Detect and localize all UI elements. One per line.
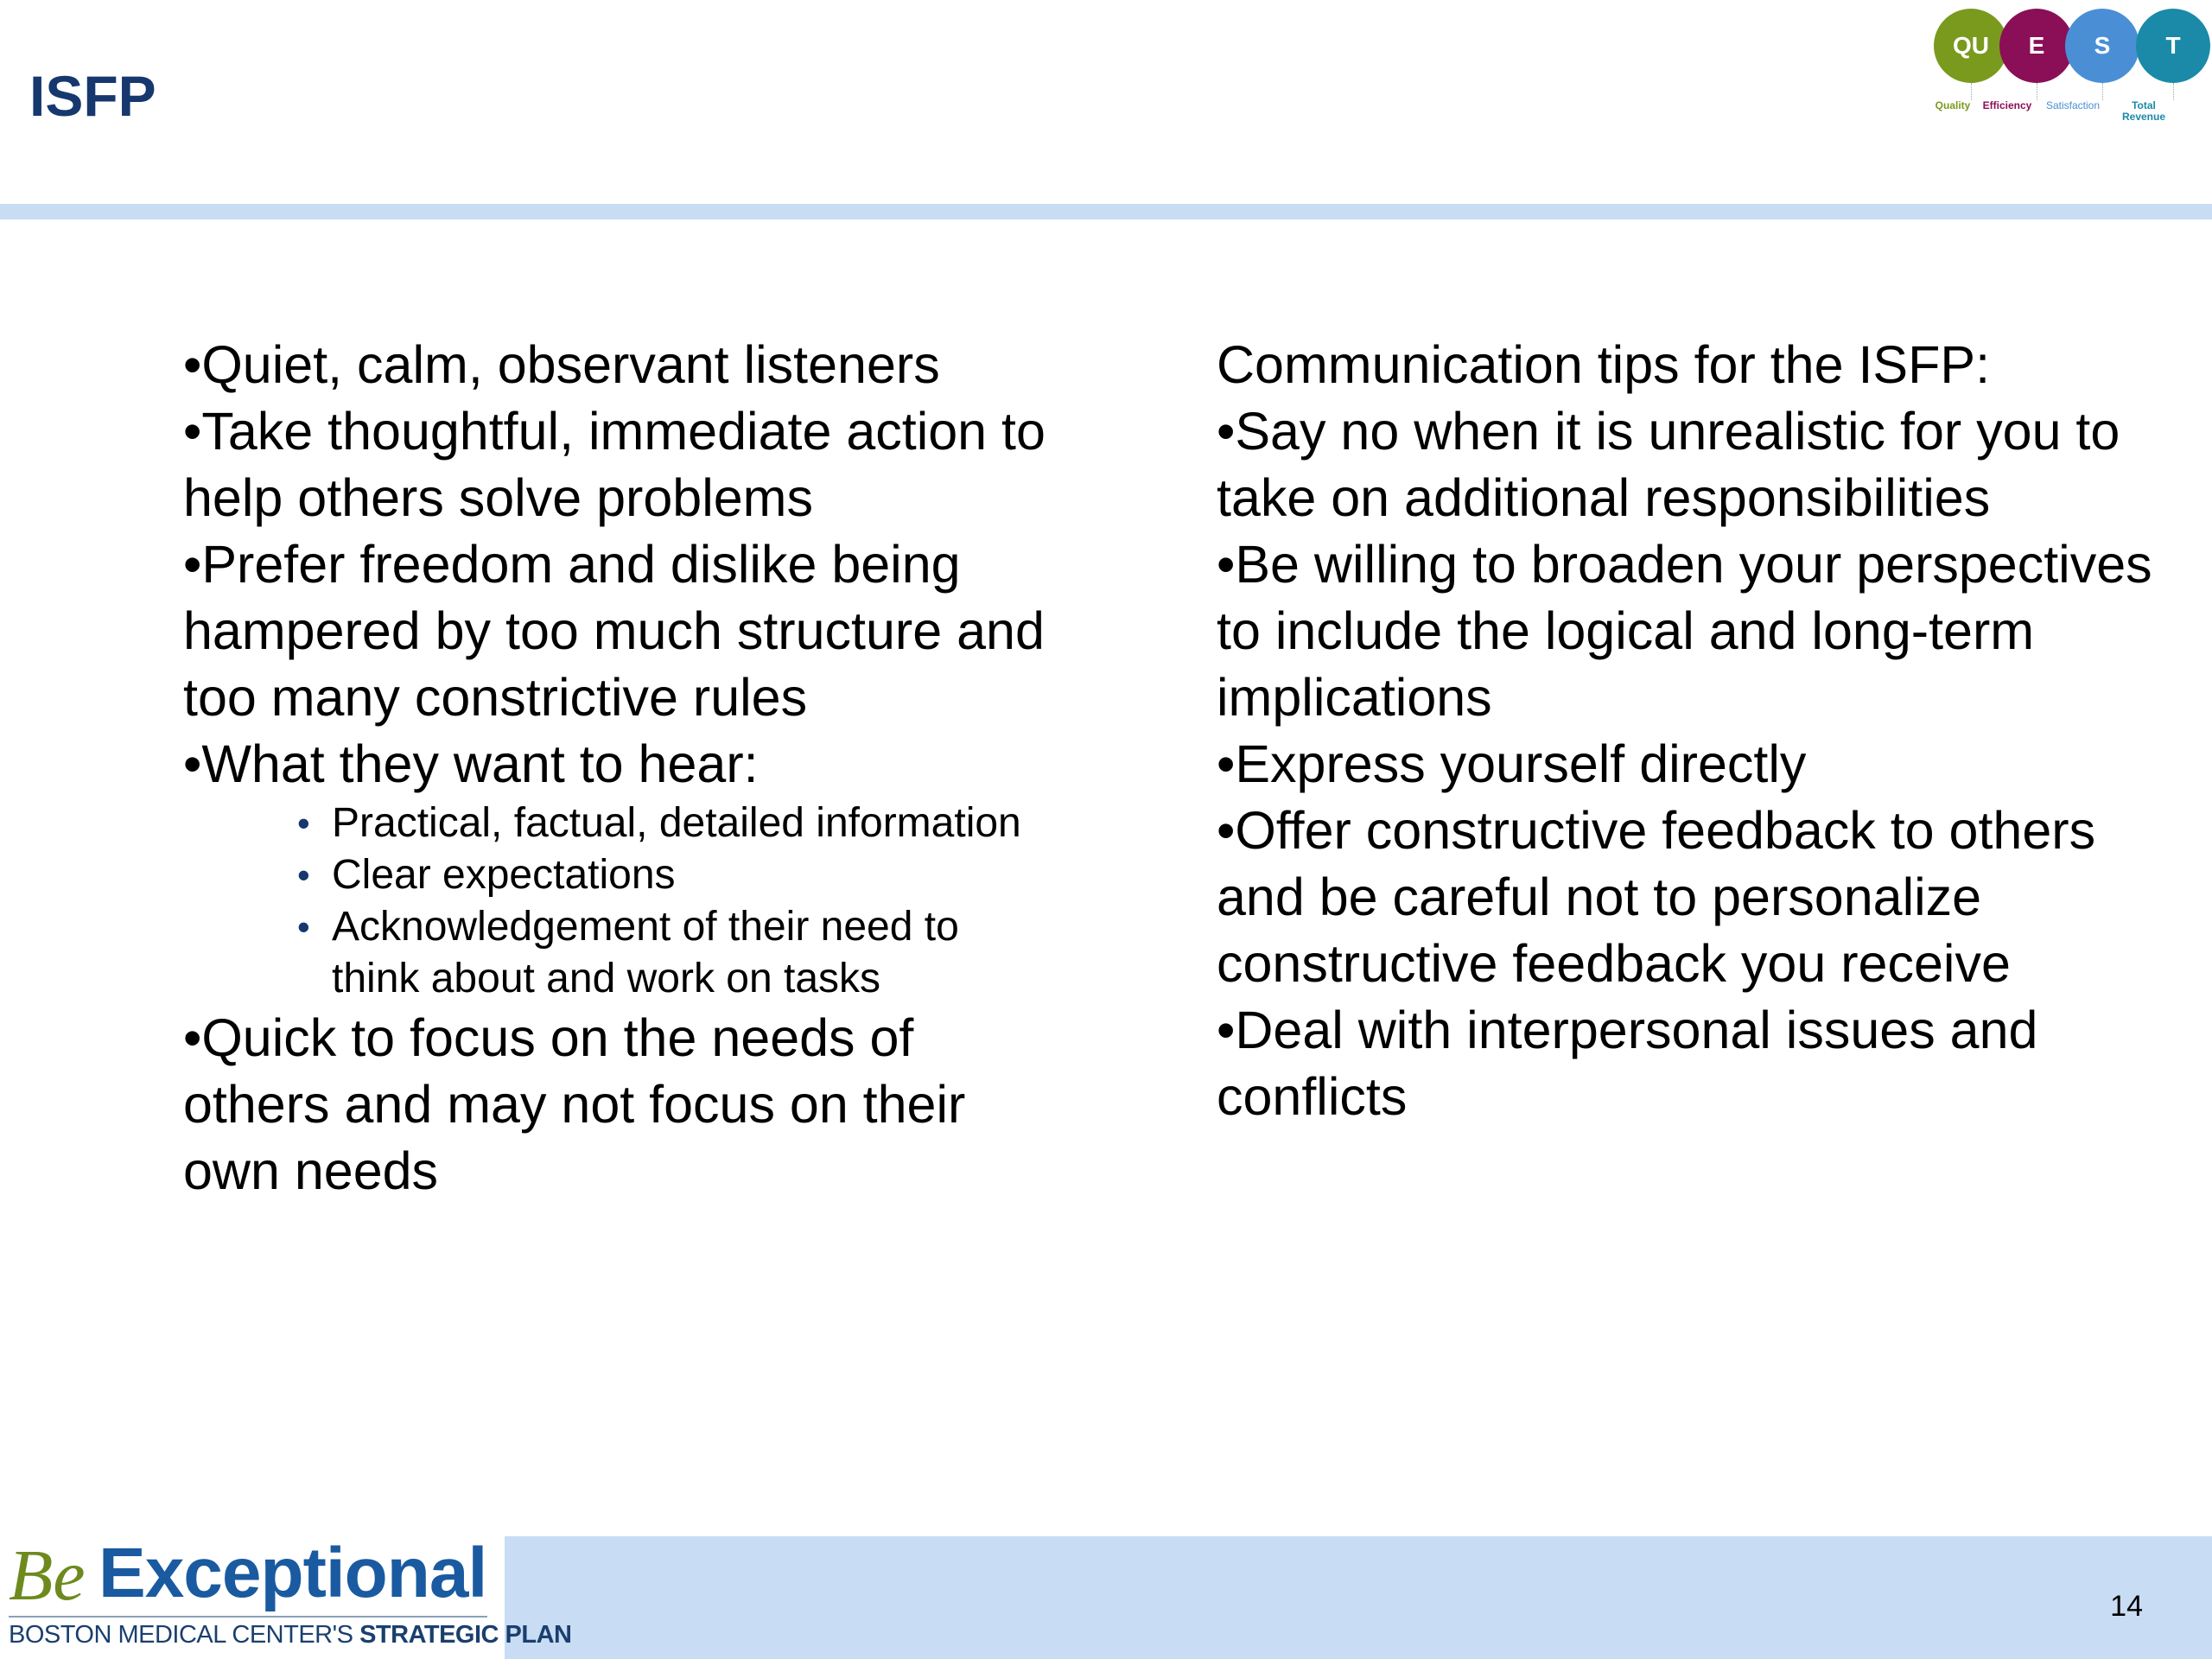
sub-bullet-dot: • <box>297 906 310 947</box>
brand-divider <box>9 1616 487 1618</box>
quest-circle-satisfaction: S <box>2065 9 2139 83</box>
quest-label-efficiency: Efficiency <box>1982 99 2032 111</box>
left-bullet-1: •Quiet, calm, observant listeners <box>183 335 940 394</box>
quest-circle-total-revenue: T <box>2136 9 2210 83</box>
footer-band <box>505 1536 2212 1659</box>
quest-logo <box>1925 9 2212 130</box>
left-bullet-5: •Quick to focus on the needs of others and may not focus on their own needs <box>183 1008 966 1200</box>
brand-subtitle <box>9 1623 571 1648</box>
left-sub-list <box>183 798 1047 1005</box>
quest-label-quality: Quality <box>1935 99 1971 111</box>
left-bullet-4: •What they want to hear: <box>183 734 759 793</box>
page-number: 14 <box>2110 1590 2143 1623</box>
sub-item <box>297 901 1047 1005</box>
be-exceptional-logo <box>5 1534 572 1659</box>
left-column <box>183 332 1047 1205</box>
header-rule <box>0 204 2212 219</box>
right-column <box>1217 332 2184 1130</box>
sub-item-text: Clear expectations <box>332 852 676 898</box>
sub-bullet-dot: • <box>297 855 310 895</box>
left-bullet-2: •Take thoughtful, immediate action to help others solve problems <box>183 402 1046 527</box>
brand-sub-bold: STRATEGIC PLAN <box>359 1621 572 1649</box>
sub-item-text: Practical, factual, detailed information <box>332 800 1021 846</box>
quest-label-total-revenue: Total Revenue <box>2121 99 2166 123</box>
right-bullet-4: •Offer constructive feedback to others and be careful not to personalize constructive feedback you receive <box>1217 801 2096 993</box>
right-bullet-2: •Be willing to broaden your perspectives to include the logical and long-term implications <box>1217 535 2152 727</box>
slide-title: ISFP <box>29 64 156 128</box>
sub-item <box>297 798 1047 849</box>
right-heading: Communication tips for the ISFP: <box>1217 335 1991 394</box>
sub-bullet-dot: • <box>297 803 310 843</box>
right-bullet-3: •Express yourself directly <box>1217 734 1807 793</box>
quest-circle-efficiency: E <box>1999 9 2074 83</box>
brand-sub-regular: BOSTON MEDICAL CENTER'S <box>9 1621 360 1649</box>
left-bullet-3: •Prefer freedom and dislike being hampered by too much structure and too many constrictive rules <box>183 535 1045 727</box>
sub-item <box>297 849 1047 901</box>
right-bullet-5: •Deal with interpersonal issues and conflicts <box>1217 1001 2038 1126</box>
sub-item-text: Acknowledgement of their need to think about and work on tasks <box>332 904 959 1001</box>
quest-label-satisfaction: Satisfaction <box>2045 99 2101 111</box>
right-bullet-1: •Say no when it is unrealistic for you to take on additional responsibilities <box>1217 402 2120 527</box>
brand-be-text: Be <box>9 1535 86 1616</box>
quest-circle-quality: QU <box>1934 9 2008 83</box>
brand-exceptional-text: Exceptional <box>99 1534 487 1612</box>
